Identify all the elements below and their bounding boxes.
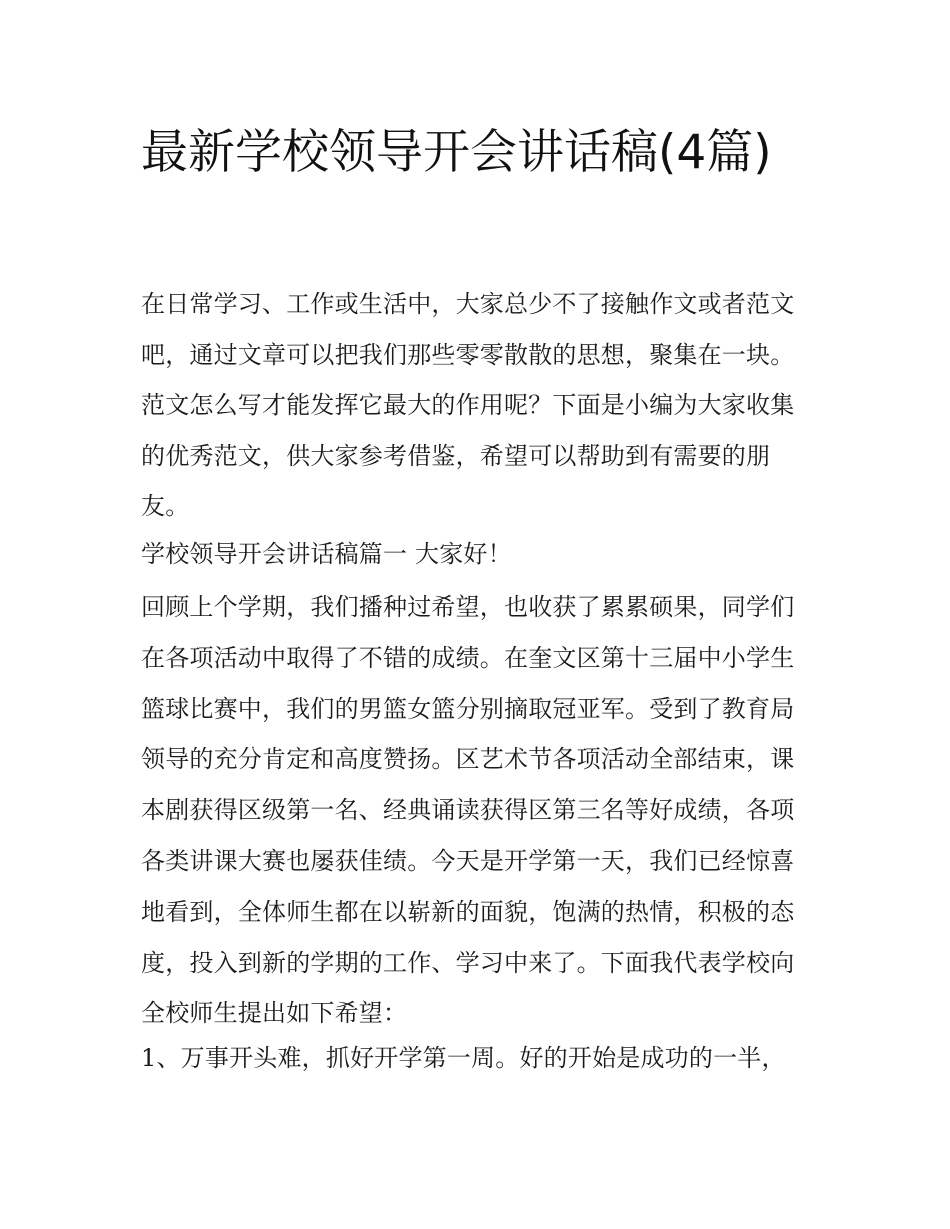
body-paragraph: 回顾上个学期，我们播种过希望，也收获了累累硕果，同学们在各项活动中取得了不错的成绩。在奎文区第十三届中小学生篮球比赛中，我们的男篮女篮分别摘取冠亚军。受到了教育局领导的充分肯定和高度赞扬。区艺术节各项活动全部结束，课本剧获得区级第一名、经典诵读获得区第三名等好成绩，各项各类讲课大赛也屡获佳绩。今天是开学第一天，我们已经惊喜地看到，全体师生都在以崭新的面貌，饱满的热情，积极的态度，投入到新的学期的工作、学习中来了。下面我代表学校向全校师生提出如下希望： [141,593,795,1028]
section-heading: 学校领导开会讲话稿篇一 大家好！ [141,540,512,568]
numbered-point: 1、万事开头难，抓好开学第一周。好的开始是成功的一半， [141,1044,786,1072]
intro-paragraph: 在日常学习、工作或生活中，大家总少不了接触作文或者范文吧，通过文章可以把我们那些零零散散的思想，聚集在一块。范文怎么写才能发挥它最大的作用呢？下面是小编为大家收集的优秀范文，供大家参考借鉴，希望可以帮助到有需要的朋友。 [141,290,795,520]
document-title: 最新学校领导开会讲话稿(4篇) [141,125,772,180]
